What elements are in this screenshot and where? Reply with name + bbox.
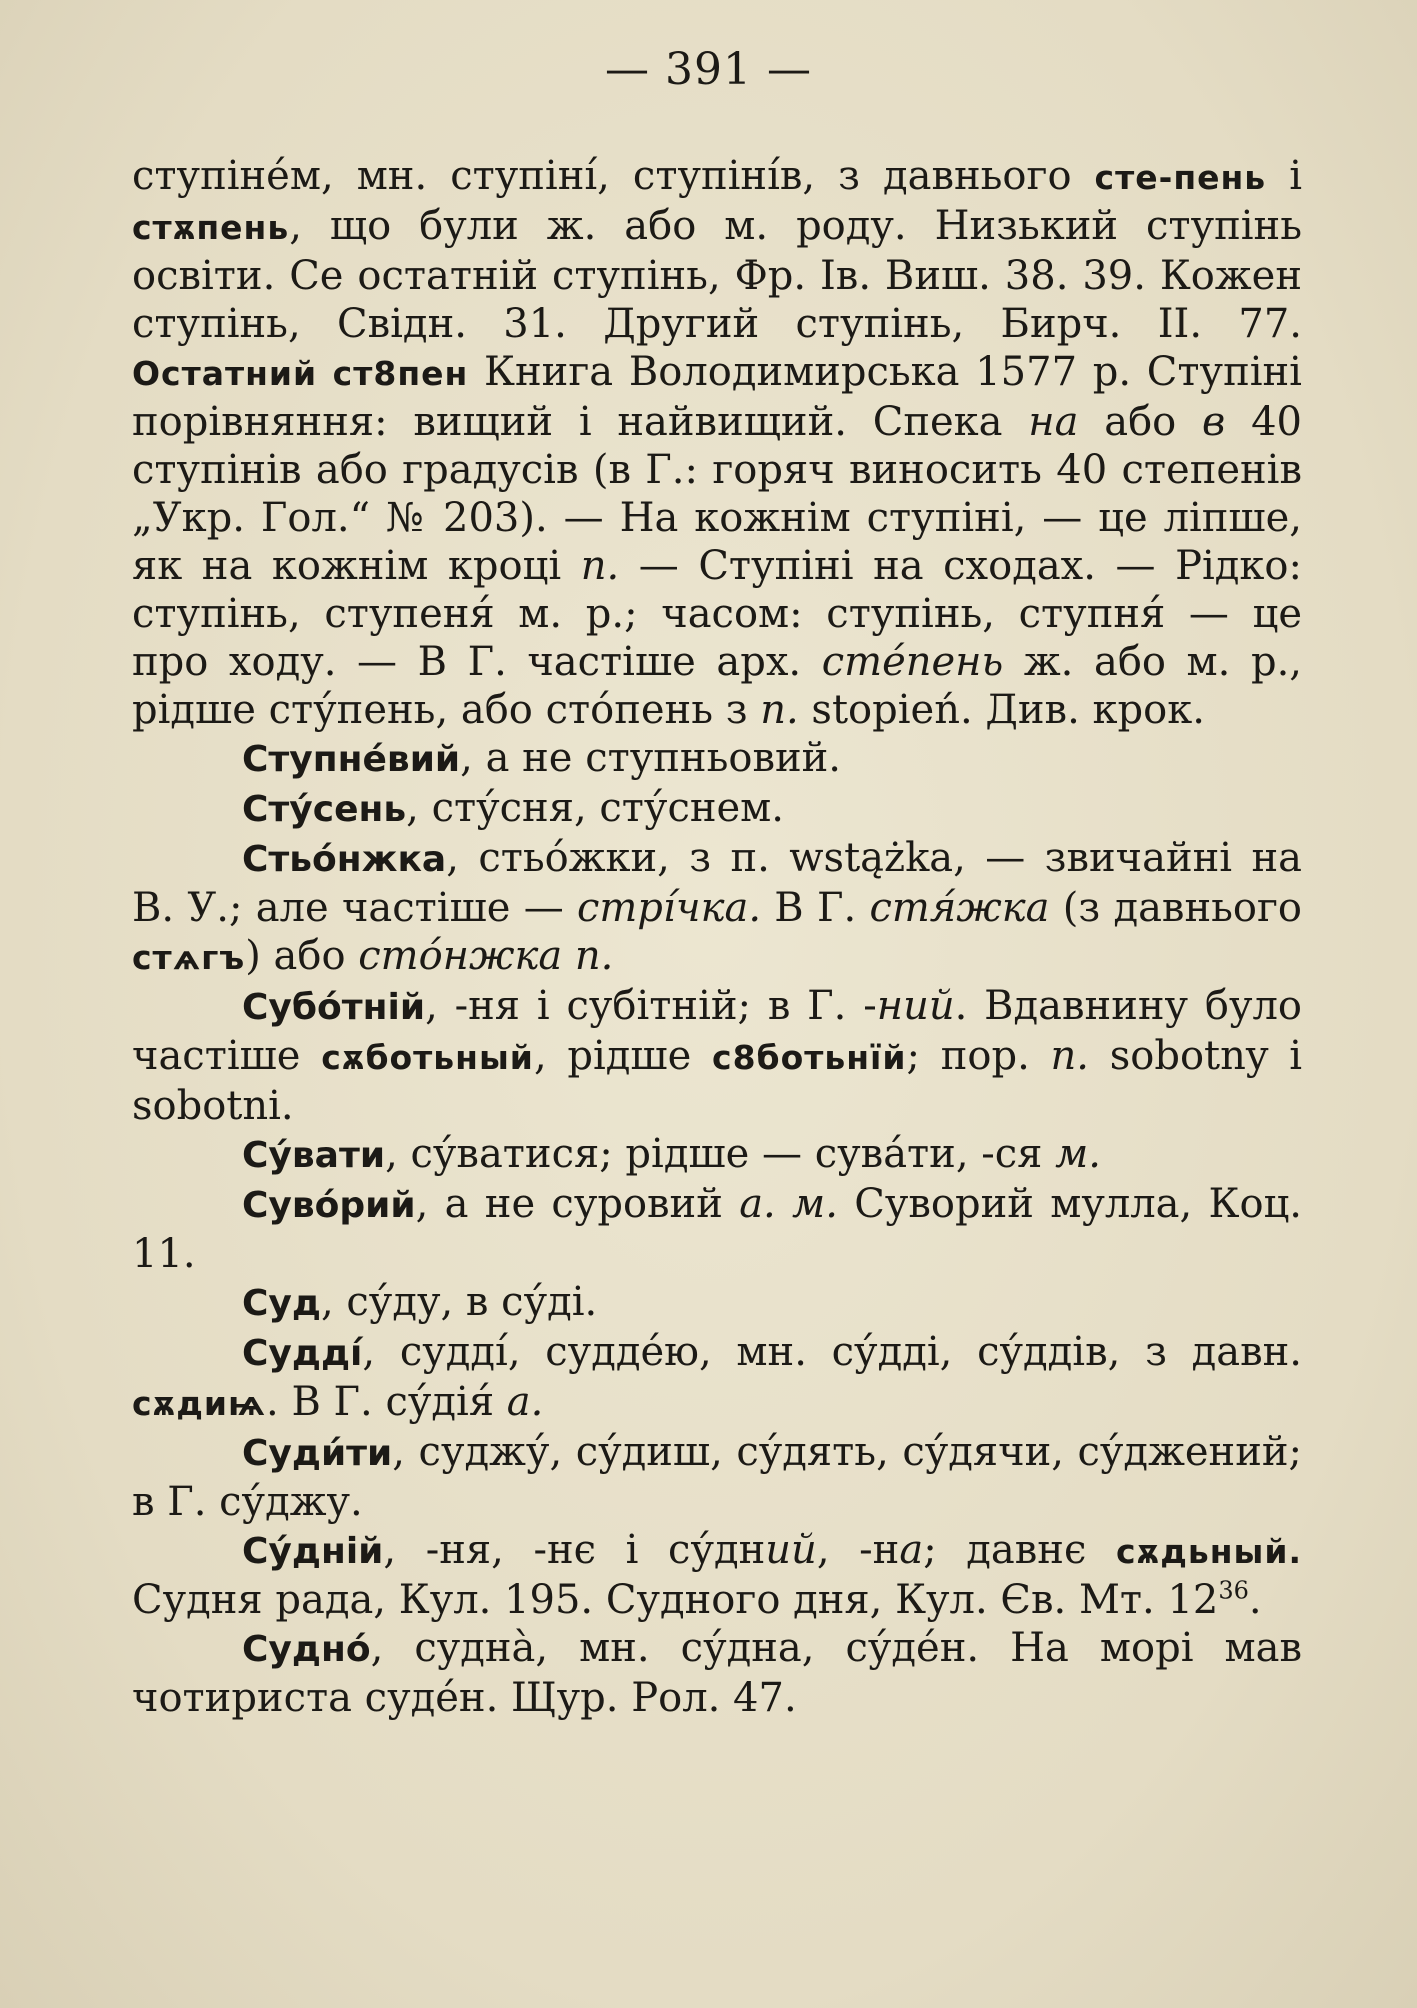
entry-text: . В Г. су́дія́ — [266, 1379, 507, 1425]
old-spelling: сте-пень — [1094, 158, 1267, 197]
italic-text: а — [899, 1527, 924, 1573]
italic-text: сте́пень — [821, 639, 1004, 685]
dictionary-entry — [132, 1180, 1302, 1278]
entry-text: , судді́, судде́ю, мн. су́дді, су́ддів, з давн. — [362, 1329, 1302, 1375]
headword: Суди́ти — [242, 1433, 393, 1474]
italic-text: ний — [876, 983, 955, 1029]
dictionary-entry — [132, 1526, 1302, 1624]
italic-text: а. — [506, 1379, 544, 1425]
headword: Судді́ — [242, 1333, 363, 1374]
headword: Стьо́нжка — [242, 839, 447, 880]
old-spelling: с8ботьнїй — [712, 1038, 907, 1077]
headword: Суво́рий — [242, 1185, 416, 1226]
headword: Ступне́вий — [242, 739, 461, 780]
entry-text: Судня рада, Кул. 195. Судного дня, Кул. Єв. Мт. 12 — [132, 1577, 1219, 1623]
italic-text: п. — [1050, 1033, 1090, 1079]
headword: Субо́тній — [242, 987, 426, 1028]
headword: Су́вати — [242, 1135, 386, 1176]
italic-text: сто́нжка п. — [358, 933, 614, 979]
entry-text: В Г. — [761, 885, 870, 931]
entry-text: . Вдавнину було частіше — [132, 983, 1302, 1079]
italic-text: на — [1028, 399, 1079, 445]
headword: Су́дній — [242, 1531, 384, 1572]
entry-text: , су́ватися; рідше — сува́ти, -ся — [385, 1131, 1056, 1177]
entry-text: , судна̀, мн. су́дна, су́де́н. На морі мав чотириста суде́н. Щур. Рол. 47. — [132, 1625, 1302, 1721]
entry-text: , сту́сня, сту́снем. — [406, 785, 785, 831]
entry-text: і — [1266, 153, 1302, 199]
old-spelling: сѫдьный. — [1115, 1532, 1303, 1571]
entry-text: ; пор. — [906, 1033, 1051, 1079]
headword: Сту́сень — [242, 789, 407, 830]
entry-text: , а не суровий — [415, 1181, 740, 1227]
headword: Суд — [242, 1283, 321, 1324]
old-spelling: сѫдиѩ — [132, 1384, 267, 1423]
entry-text: ступіне́м, мн. ступіні́, ступіні́в, з давнього — [132, 153, 1095, 199]
dictionary-entry — [132, 834, 1302, 982]
entry-text: ж. або м. р., рідше сту́пень, або сто́пень з — [132, 639, 1303, 733]
dictionary-entry — [132, 784, 1302, 834]
entry-text: , суджу́, су́диш, су́дять, су́дячи, су́джений; в Г. су́джу. — [132, 1429, 1302, 1525]
entry-text: , рідше — [533, 1033, 713, 1079]
italic-text: а. м. — [739, 1181, 838, 1227]
entry-text: stopień. Див. крок. — [798, 687, 1205, 733]
entry-text: Книга Володимирська 1577 р. Ступіні порівняння: вищий і найвищий. Спека — [132, 349, 1302, 445]
dictionary-entry — [132, 1624, 1302, 1722]
italic-text: м. — [1055, 1131, 1102, 1177]
old-spelling: сѫботьный — [321, 1038, 534, 1077]
italic-text: стрі́чка. — [576, 885, 762, 931]
entry-text: або — [1078, 399, 1203, 445]
entry-text: , -ня і субітній; в Г. - — [425, 983, 877, 1029]
headword: Судно́ — [242, 1629, 371, 1670]
old-spelling: Остатний ст8пен — [132, 354, 469, 393]
dictionary-entry — [132, 1278, 1302, 1328]
entry-text: , -ня, -нє і су́дн — [383, 1527, 766, 1573]
old-spelling: стѧгъ — [132, 938, 246, 977]
entry-continuation — [132, 152, 1302, 734]
dictionary-entry — [132, 982, 1302, 1130]
entry-text: , су́ду, в су́ді. — [320, 1279, 598, 1325]
text-column — [132, 152, 1302, 1722]
italic-text: стя́жка — [869, 885, 1050, 931]
italic-text: ий — [765, 1527, 817, 1573]
entry-text: 40 ступінів або градусів (в Г.: горяч виносить 40 степенів „Укр. Гол.“ № 203). — На кожнім ступіні, — це ліпше, як на кожнім кроці — [132, 399, 1302, 589]
entry-text: . — [1248, 1577, 1262, 1623]
dictionary-entry — [132, 1130, 1302, 1180]
dictionary-entry — [132, 1428, 1302, 1526]
entry-text: , -н — [816, 1527, 900, 1573]
superscript: 36 — [1218, 1576, 1249, 1605]
page-number: — 391 — — [605, 44, 812, 95]
entry-text: ) або — [245, 933, 359, 979]
entry-text: ; давнє — [923, 1527, 1116, 1573]
entry-text: — Ступіні на сходах. — Рідко: ступінь, ступеня́ м. р.; часом: ступінь, ступня́ — це про ходу. — В Г. частіше арх. — [132, 543, 1302, 685]
entry-text: (з давнього — [1049, 885, 1303, 931]
entry-text: , а не ступньовий. — [460, 735, 841, 781]
dictionary-entry — [132, 1328, 1302, 1428]
dictionary-entry — [132, 734, 1302, 784]
entry-text: Суворий мулла, Коц. 11. — [132, 1181, 1303, 1277]
italic-text: в — [1202, 399, 1226, 445]
entry-text: , стьо́жки, з п. wstążka, — звичайні на В. У.; але частіше — — [132, 835, 1302, 931]
italic-text: п. — [760, 687, 799, 733]
entry-text: , що були ж. або м. роду. Низький ступінь освіти. Се остатній ступінь, Фр. Ів. Виш. 38. 39. Кожен ступінь, Свідн. 31. Другий ступінь, Бирч. II. 77. — [132, 203, 1302, 347]
entry-text: sobotny і sobotni. — [132, 1033, 1303, 1129]
italic-text: п. — [580, 543, 620, 589]
old-spelling: стѫпень — [132, 208, 290, 247]
